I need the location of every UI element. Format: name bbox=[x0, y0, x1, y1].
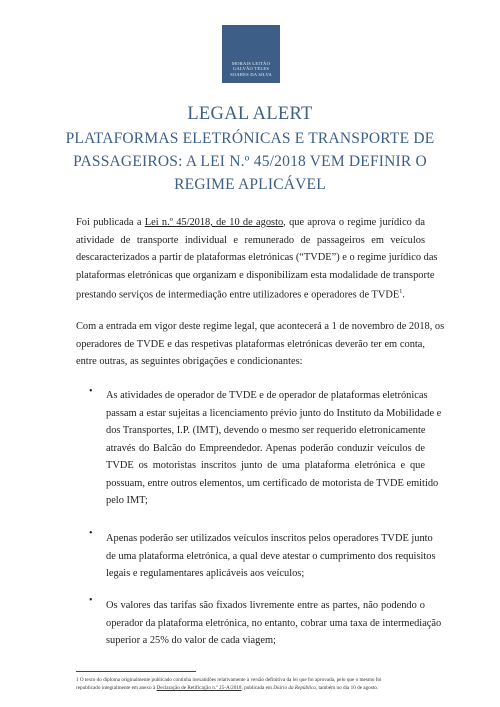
logo-line-2: GALVÃO TELES bbox=[232, 66, 270, 72]
bullet-icon: • bbox=[89, 386, 93, 397]
firm-logo bbox=[222, 25, 280, 83]
subtitle-line-2: PASSAGEIROS: A LEI N.º 45/2018 VEM DEFINIR O bbox=[73, 153, 427, 170]
bullet-line: passam a estar sujeitas a licenciamento prévio junto do Instituto da Mobilidade e bbox=[106, 407, 442, 419]
bullet-line: de uma plataforma eletrónica, a qual deve atestar o cumprimento dos requisitos bbox=[106, 550, 436, 562]
bullet-line: Os valores das tarifas são fixados livremente entre as partes, não podendo o bbox=[106, 600, 425, 611]
footnote-line: 1 O texto do diploma originalmente publicado continha inexatidões relativamente à versão definitiva da lei que foi aprovada, pelo que o mesmo foi bbox=[76, 677, 382, 683]
paragraph-line bbox=[76, 284, 425, 304]
bullet-icon: • bbox=[89, 595, 93, 606]
bullet-line: pelo IMT; bbox=[106, 495, 148, 506]
logo-line-3: SOARES DA SILVA bbox=[230, 71, 272, 77]
law-link[interactable]: Lei n.º 45/2018, de 10 de agosto bbox=[144, 217, 284, 228]
subtitle-line-1: PLATAFORMAS ELETRÓNICAS E TRANSPORTE DE bbox=[65, 130, 435, 147]
text-run: Foi publicada a bbox=[76, 217, 145, 228]
bullet-item-fares bbox=[106, 597, 442, 650]
paragraph-line: Com a entrada em vigor deste regime legal, que acontecerá a 1 de novembro de 2018, os bbox=[76, 321, 445, 332]
bullet-line: operador da plataforma eletrónica, no entanto, cobrar uma taxa de intermediação bbox=[106, 617, 442, 629]
text-run: , que aprova o regime jurídico da bbox=[283, 217, 425, 228]
page-title: LEGAL ALERT bbox=[187, 104, 313, 124]
bullet-line: Apenas poderão ser utilizados veículos inscritos pelos operadores TVDE junto bbox=[106, 533, 433, 544]
bullet-line: através do Balcão do Empreendedor. Apenas poderão conduzir veículos de bbox=[106, 442, 425, 454]
footnote-divider bbox=[76, 671, 196, 672]
rectification-link[interactable]: Declaração de Retificação n.º 25-A/2018 bbox=[156, 685, 242, 691]
paragraph-line: descaracterizados a partir de plataformas eletrónicas (“TVDE”) e o regime jurídico das bbox=[76, 252, 438, 263]
bullet-line: As atividades de operador de TVDE e de operador de plataformas eletrónicas bbox=[106, 390, 428, 401]
bullet-line: superior a 25% do valor de cada viagem; bbox=[106, 635, 276, 646]
paragraph-line bbox=[76, 214, 425, 232]
bullet-item-vehicles bbox=[106, 530, 436, 583]
footnote bbox=[76, 676, 428, 692]
text-run: , publicada em bbox=[241, 685, 274, 691]
text-run: republicado integralmente em anexo à bbox=[76, 685, 157, 691]
bullet-line: TVDE os motoristas inscritos junto de uma plataforma eletrónica e que bbox=[106, 460, 425, 471]
bullet-line: legais e regulamentares aplicáveis aos veículos; bbox=[106, 568, 305, 579]
paragraph-line: plataformas eletrónicas que organizam e disponibilizam esta modalidade de transporte bbox=[76, 269, 435, 281]
bullet-line: possuam, entre outros elementos, um certificado de motorista de TVDE emitido bbox=[106, 477, 439, 489]
text-run: prestando serviços de intermediação entre utilizadores e operadores de TVDE bbox=[76, 289, 400, 301]
bullet-item-licensing bbox=[106, 387, 442, 510]
bullet-line: dos Transportes, I.P. (IMT), devendo o mesmo ser requerido eletronicamente bbox=[106, 425, 426, 436]
text-run: . bbox=[402, 289, 405, 301]
obligations-intro-paragraph bbox=[76, 318, 445, 371]
subtitle-line-3: REGIME APLICÁVEL bbox=[174, 176, 326, 193]
paragraph-line: entre outras, as seguintes obrigações e condicionantes: bbox=[76, 356, 303, 367]
paragraph-line: atividade de transporte individual e remunerado de passageiros em veículos bbox=[76, 234, 425, 246]
intro-paragraph bbox=[76, 214, 438, 304]
text-run: , também no dia 10 de agosto. bbox=[315, 685, 379, 691]
paragraph-line: operadores de TVDE e das respetivas plataformas eletrónicas deverão ter em conta, bbox=[76, 338, 425, 350]
bullet-icon: • bbox=[89, 528, 93, 539]
logo-line-1: MORAIS LEITÃO bbox=[231, 60, 271, 66]
gazette-name: Diário da República bbox=[273, 685, 316, 691]
footnote-ref[interactable]: 1 bbox=[399, 289, 403, 295]
footnote-line bbox=[76, 684, 428, 692]
